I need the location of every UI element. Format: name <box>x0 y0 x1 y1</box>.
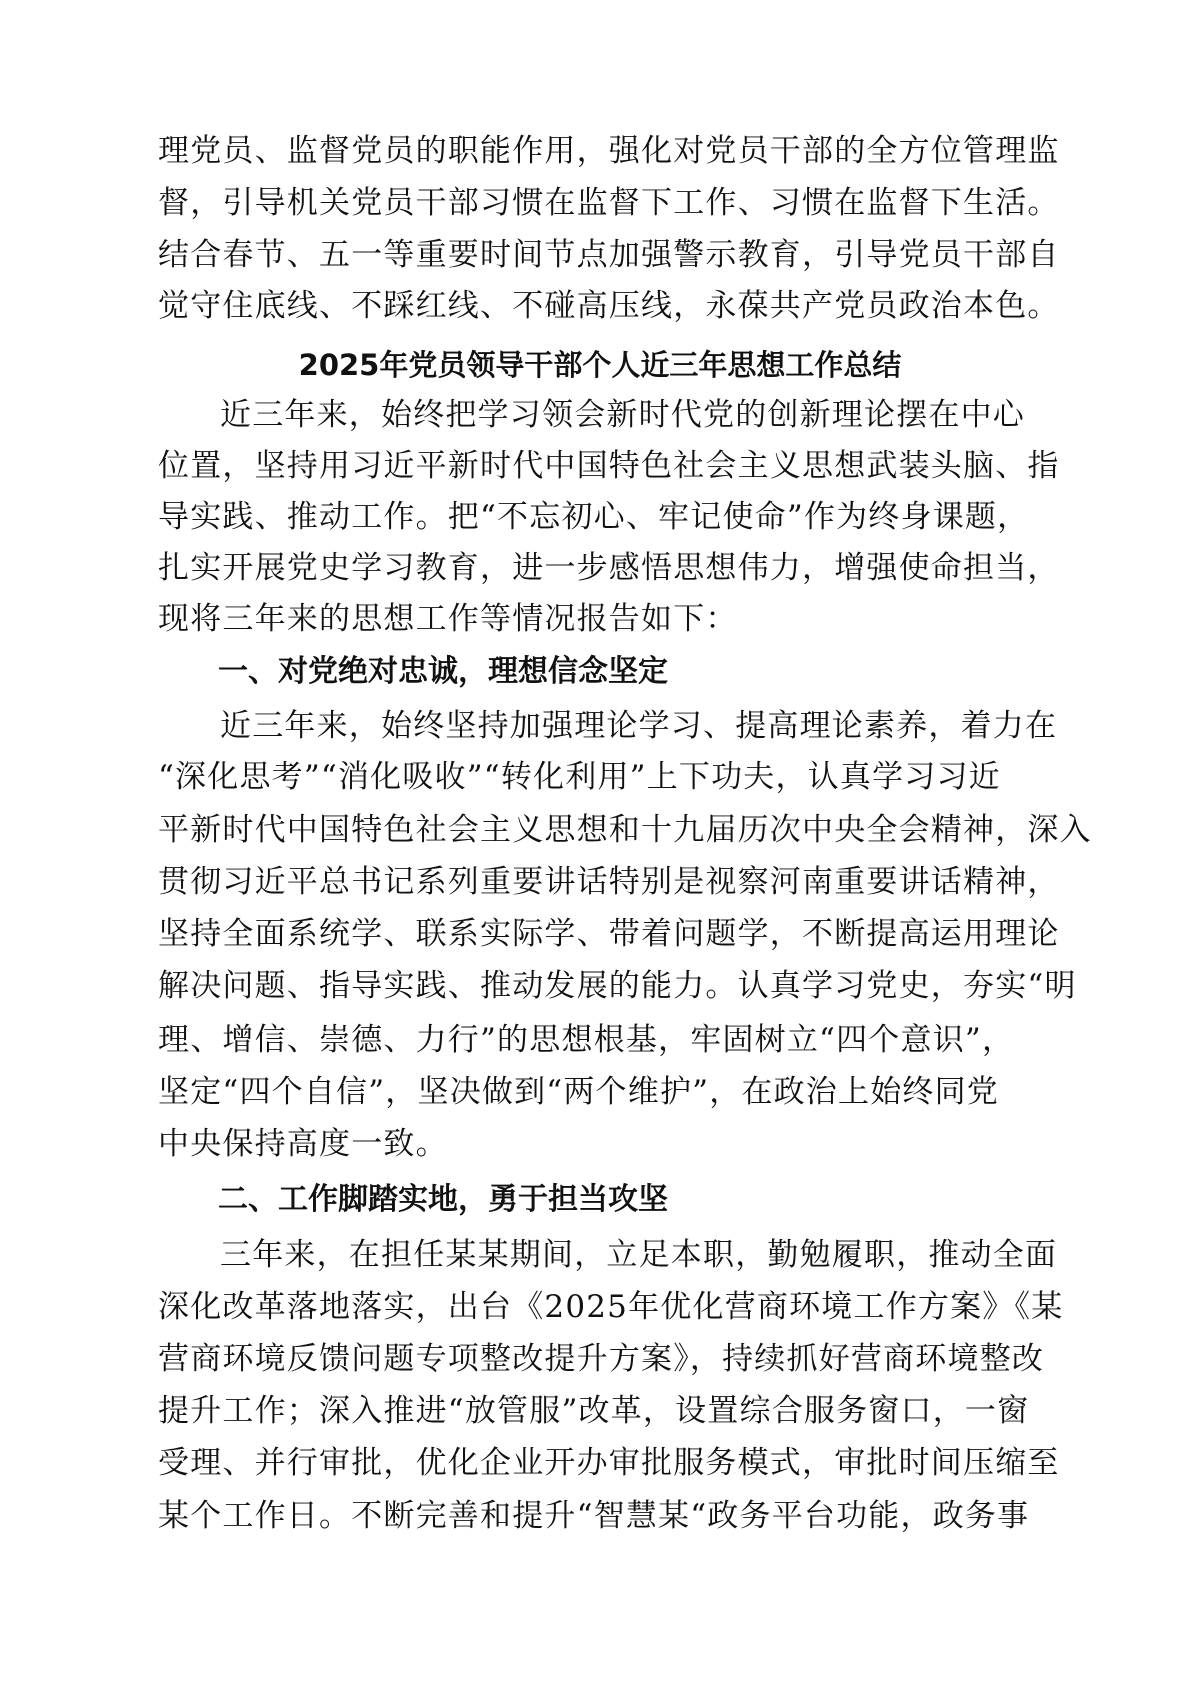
intro-line-3: 结合春节、五一等重要时间节点加强警示教育，引导党员干部自 <box>158 237 1060 273</box>
section-2-line-3: 营商环境反馈问题专项整改提升方案》，持续抓好营商环境整改 <box>158 1341 1045 1377</box>
intro-line-4: 觉守住底线、不踩红线、不碰高压线，永葆共产党员政治本色。 <box>158 288 1060 324</box>
section-1-line-4: 贯彻习近平总书记系列重要讲话特别是视察河南重要讲话精神， <box>158 864 1060 900</box>
section-1-line-6: 解决问题、指导实践、推动发展的能力。认真学习党史，夯实“明 <box>158 968 1077 1004</box>
intro-line-2: 督，引导机关党员干部习惯在监督下工作、习惯在监督下生活。 <box>158 185 1060 221</box>
document-title: 2025年党员领导干部个人近三年思想工作总结 <box>298 348 902 382</box>
section-1-line-8: 坚定“四个自信”，坚决做到“两个维护”，在政治上始终同党 <box>158 1074 999 1110</box>
section-1-line-2: “深化思考”“消化吸收”“转化利用”上下功夫，认真学习习近 <box>158 759 1001 795</box>
section-1-line-9: 中央保持高度一致。 <box>158 1126 448 1162</box>
section-1-line-5: 坚持全面系统学、联系实际学、带着问题学，不断提高运用理论 <box>158 916 1060 952</box>
section-1-line-1: 近三年来，始终坚持加强理论学习、提高理论素养，着力在 <box>220 708 1058 744</box>
section-2-heading: 二、工作脚踏实地，勇于担当攻坚 <box>218 1182 668 1217</box>
opening-line-5: 现将三年来的思想工作等情况报告如下： <box>158 601 738 637</box>
section-2-line-5: 受理、并行审批，优化企业开办审批服务模式，审批时间压缩至 <box>158 1445 1060 1481</box>
opening-line-4: 扎实开展党史学习教育，进一步感悟思想伟力，增强使命担当， <box>158 550 1060 586</box>
opening-line-3: 导实践、推动工作。把“不忘初心、牢记使命”作为终身课题， <box>158 499 1030 535</box>
intro-line-1: 理党员、监督党员的职能作用，强化对党员干部的全方位管理监 <box>158 133 1060 169</box>
section-1-line-3: 平新时代中国特色社会主义思想和十九届历次中央全会精神，深入 <box>158 812 1092 848</box>
section-2-line-2: 深化改革落地落实，出台《2025年优化营商环境工作方案》《某 <box>158 1289 1064 1325</box>
section-2-line-4: 提升工作；深入推进“放管服”改革，设置综合服务窗口，一窗 <box>158 1393 1030 1429</box>
section-1-line-7: 理、增信、崇德、力行”的思想根基，牢固树立“四个意识”， <box>158 1022 1015 1058</box>
section-2-line-6: 某个工作日。不断完善和提升“智慧某“政务平台功能，政务事 <box>158 1498 1030 1534</box>
section-1-heading: 一、对党绝对忠诚，理想信念坚定 <box>218 654 668 689</box>
opening-line-1: 近三年来，始终把学习领会新时代党的创新理论摆在中心 <box>220 397 1025 433</box>
section-2-line-1: 三年来，在担任某某期间，立足本职，勤勉履职，推动全面 <box>220 1237 1058 1273</box>
opening-line-2: 位置，坚持用习近平新时代中国特色社会主义思想武装头脑、指 <box>158 448 1060 484</box>
